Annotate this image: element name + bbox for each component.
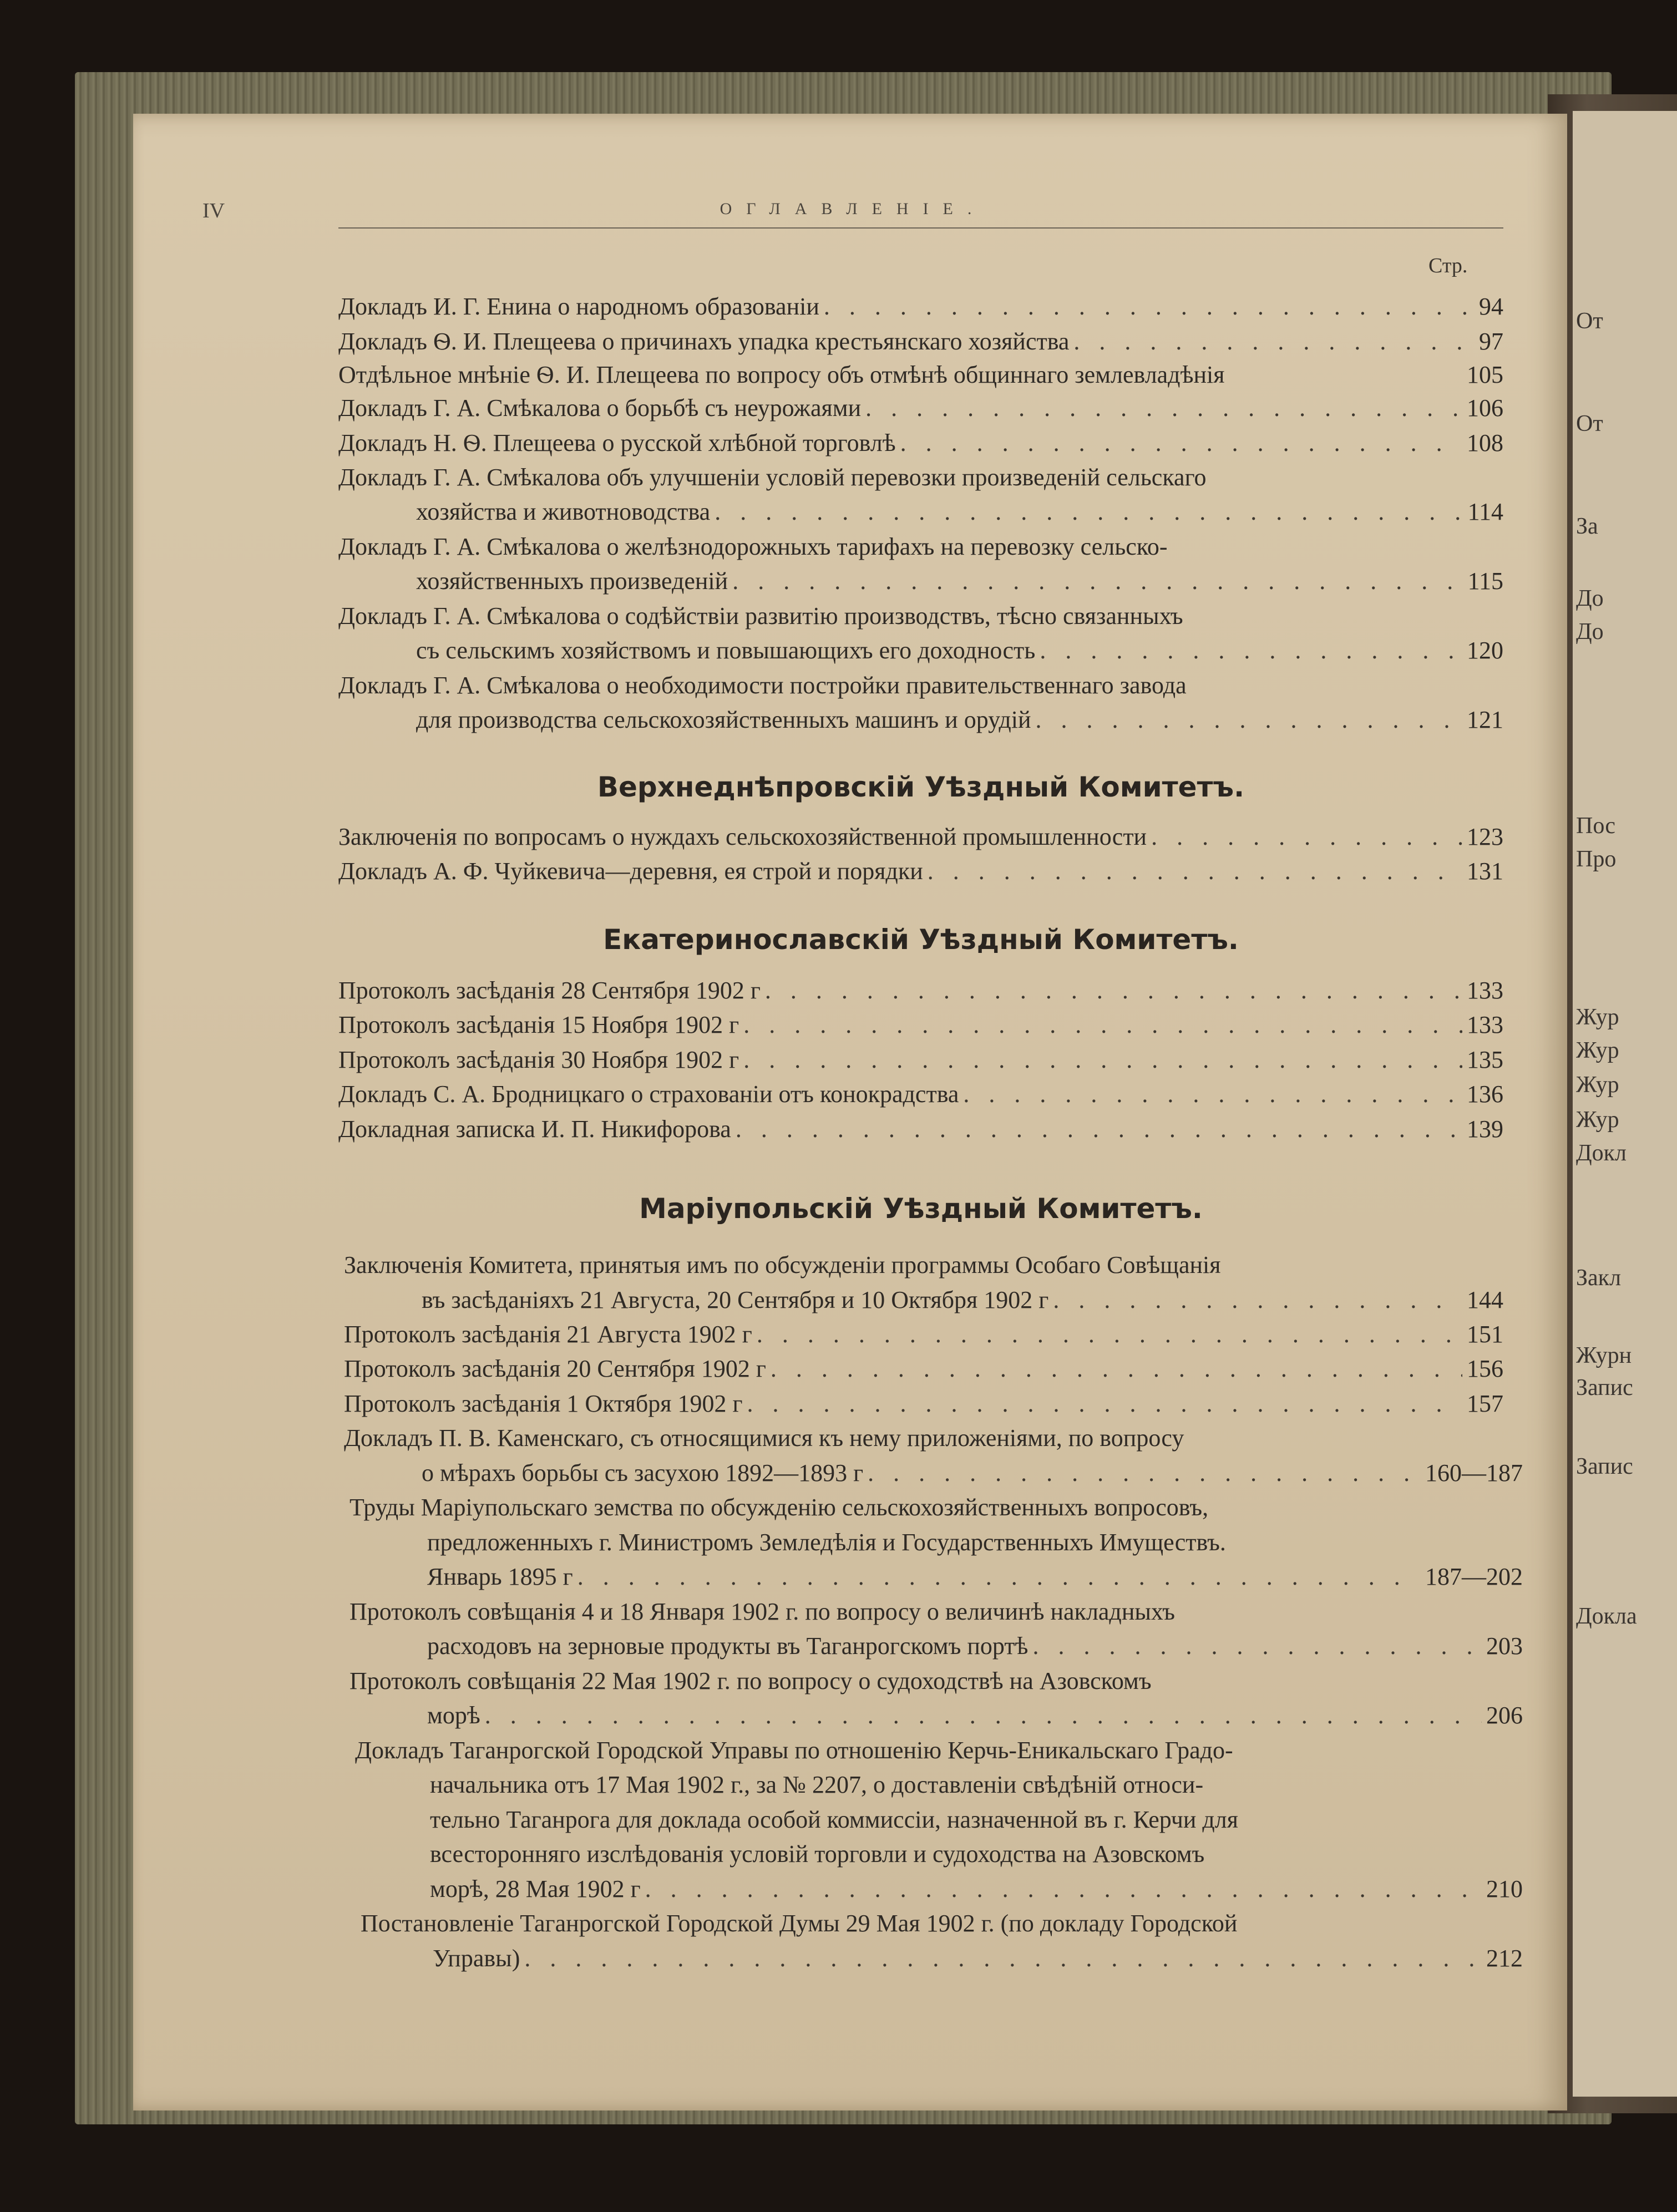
toc-entry-text: для производства сельскохозяйственныхъ машинъ и орудій	[416, 706, 1031, 733]
toc-entry	[338, 1077, 1503, 1112]
toc-entry	[349, 1595, 1503, 1629]
toc-entry-text: Докладъ Ѳ. И. Плещеева о причинахъ упадка крестьянскаго хозяйства	[338, 328, 1070, 355]
toc-entry-text: начальника отъ 17 Мая 1902 г., за № 2207, о доставленіи свѣдѣній относи-	[430, 1771, 1204, 1798]
toc-entry	[430, 1803, 1509, 1837]
toc-entry	[338, 358, 1503, 392]
toc-entry	[338, 668, 1503, 703]
toc-entry	[338, 1043, 1503, 1077]
toc-entry-page: 212	[1486, 1945, 1523, 1972]
toc-entry-text: Протоколъ совѣщанія 22 Мая 1902 г. по вопросу о судоходствѣ на Азовскомъ	[349, 1667, 1152, 1694]
toc-entry-text: морѣ, 28 Мая 1902 г	[430, 1875, 641, 1902]
toc-entry	[427, 1629, 1523, 1663]
toc-entry	[344, 1387, 1503, 1421]
adjacent-fragment: Про	[1576, 846, 1617, 872]
toc-entry-text: Докладъ Г. А. Смѣкалова о необходимости постройки правительственнаго завода	[338, 672, 1187, 699]
toc-entry-text: предложенныхъ г. Министромъ Земледѣлія и Государственныхъ Имуществъ.	[427, 1529, 1226, 1556]
toc-entry	[338, 854, 1503, 889]
adjacent-fragment: Журн	[1576, 1343, 1632, 1368]
toc-entry	[361, 1906, 1514, 1941]
dot-leader	[1032, 1629, 1482, 1663]
toc-entry	[338, 973, 1503, 1008]
toc-entry-text: Постановленіе Таганрогской Городской Думы 29 Мая 1902 г. (по докладу Городской	[361, 1910, 1238, 1937]
toc-entry	[416, 633, 1503, 668]
page-folio: IV	[202, 199, 225, 222]
toc-entry	[338, 1112, 1503, 1146]
dot-leader	[765, 973, 1462, 1008]
toc-entry-page: 210	[1486, 1875, 1523, 1902]
toc-entry-page: 157	[1467, 1390, 1503, 1417]
toc-entry	[416, 564, 1503, 598]
toc-entry-page: 97	[1479, 328, 1503, 355]
toc-entry	[422, 1456, 1523, 1490]
adjacent-fragment: Жур	[1576, 1038, 1619, 1063]
toc-entry-text: Труды Маріупольскаго земства по обсужденію сельскохозяйственныхъ вопросовъ,	[349, 1494, 1209, 1521]
toc-entry-page: 108	[1467, 429, 1503, 456]
dot-leader	[1040, 633, 1462, 668]
toc-entry-page: 203	[1486, 1632, 1523, 1660]
toc-entry-text: всесторонняго изслѣдованія условій торговли и судоходства на Азовскомъ	[430, 1840, 1205, 1868]
toc-entry	[338, 290, 1503, 324]
toc-entry-page: 156	[1467, 1355, 1503, 1382]
adjacent-fragment: Запис	[1576, 1454, 1633, 1479]
toc-entry-text: Заключенія по вопросамъ о нуждахъ сельскохозяйственной промышленности	[338, 823, 1147, 850]
dot-leader	[1073, 324, 1475, 359]
toc-entry-page: 114	[1467, 498, 1503, 525]
dot-leader	[732, 564, 1463, 598]
toc-entry-page: 94	[1479, 293, 1503, 320]
toc-entry	[427, 1525, 1503, 1560]
dot-leader	[928, 854, 1462, 889]
adjacent-fragment: До	[1576, 586, 1604, 611]
toc-entry-text: Докладная записка И. П. Никифорова	[338, 1115, 731, 1143]
toc-entry	[338, 820, 1503, 854]
toc-entry	[349, 1664, 1503, 1698]
toc-entry-text: Докладъ С. А. Бродницкаго о страхованіи отъ конокрадства	[338, 1080, 959, 1108]
toc-entry	[344, 1317, 1503, 1352]
toc-entry-page: 136	[1467, 1080, 1503, 1108]
toc-entry-text: Протоколъ засѣданія 20 Сентября 1902 г	[344, 1355, 766, 1382]
toc-entry-text: расходовъ на зерновые продукты въ Таганрогскомъ портѣ	[427, 1632, 1029, 1660]
toc-entry-page: 135	[1467, 1046, 1503, 1073]
dot-leader	[747, 1387, 1462, 1421]
page-header	[202, 199, 1503, 232]
adjacent-fragment: Докла	[1576, 1604, 1637, 1629]
toc-entry-text: Протоколъ засѣданія 21 Августа 1902 г	[344, 1321, 752, 1348]
toc-entry-text: Докладъ Г. А. Смѣкалова о борьбѣ съ неурожаями	[338, 394, 862, 422]
toc-entry-text: Протоколъ засѣданія 30 Ноября 1902 г	[338, 1046, 739, 1073]
toc-entry-text: Управы)	[433, 1945, 520, 1972]
toc-entry-text: Докладъ Н. Ѳ. Плещеева о русской хлѣбной торговлѣ	[338, 429, 896, 456]
toc-entry	[344, 1352, 1503, 1386]
toc-entry-text: тельно Таганрога для доклада особой коммиссіи, назначенной въ г. Керчи для	[430, 1806, 1238, 1833]
running-title: ОГЛАВЛЕНІЕ.	[720, 200, 986, 218]
adjacent-fragment: Жур	[1576, 1107, 1619, 1133]
adjacent-fragment: Закл	[1576, 1265, 1622, 1291]
toc-entry	[433, 1941, 1523, 1976]
header-rule	[338, 227, 1503, 229]
toc-entry	[338, 530, 1503, 564]
toc-entry-page: 120	[1467, 637, 1503, 664]
adjacent-fragment: До	[1576, 619, 1604, 645]
dot-leader	[868, 1456, 1421, 1490]
toc-entry	[349, 1490, 1503, 1525]
toc-entry-text: съ сельскимъ хозяйствомъ и повышающихъ его доходность	[416, 637, 1036, 664]
adjacent-fragment: Жур	[1576, 1072, 1619, 1098]
toc-entry-page: 144	[1467, 1286, 1503, 1313]
dot-leader	[1053, 1283, 1462, 1317]
dot-leader	[771, 1352, 1462, 1386]
toc-entry-text: Январь 1895 г	[427, 1563, 573, 1590]
toc-entry-page: 115	[1467, 567, 1503, 595]
toc-entry	[338, 599, 1503, 633]
toc-entry-text: морѣ	[427, 1702, 480, 1729]
toc-entry	[427, 1698, 1523, 1733]
toc-entry	[338, 324, 1503, 359]
toc-entry	[344, 1248, 1503, 1282]
section-heading: Екатеринославскій Уѣздный Комитетъ.	[603, 924, 1239, 956]
toc-entry-text: въ засѣданіяхъ 21 Августа, 20 Сентября и 10 Октября 1902 г	[422, 1286, 1049, 1313]
toc-entry-page: 139	[1467, 1115, 1503, 1143]
toc-entry-page: 206	[1486, 1702, 1523, 1729]
toc-entry	[422, 1283, 1503, 1317]
toc-entry	[430, 1872, 1523, 1906]
dot-leader	[485, 1698, 1482, 1733]
section-heading: Маріупольскій Уѣздный Комитетъ.	[639, 1193, 1203, 1225]
toc-entry-text: Докладъ Г. А. Смѣкалова о содѣйствіи развитію производствъ, тѣсно связанныхъ	[338, 602, 1183, 630]
toc-entry-text: Протоколъ засѣданія 15 Ноября 1902 г	[338, 1011, 739, 1038]
toc-entry	[338, 1008, 1503, 1042]
toc-entry	[430, 1768, 1509, 1802]
adjacent-fragment: Пос	[1576, 813, 1616, 839]
dot-leader	[715, 495, 1463, 529]
toc-entry-text: хозяйственныхъ произведеній	[416, 567, 728, 595]
toc-entry-page: 160—187	[1425, 1459, 1523, 1486]
adjacent-fragment: От	[1576, 308, 1603, 334]
adjacent-page-edge	[1573, 111, 1677, 2097]
toc-entry-text: Докладъ Таганрогской Городской Управы по отношенію Керчь-Еникальскаго Градо-	[355, 1737, 1233, 1764]
dot-leader	[736, 1112, 1462, 1146]
dot-leader	[645, 1872, 1482, 1906]
toc-entry-page: 133	[1467, 977, 1503, 1004]
dot-leader	[743, 1043, 1462, 1077]
adjacent-fragment: За	[1576, 514, 1598, 539]
toc-entry-page: 187—202	[1425, 1563, 1523, 1590]
toc-entry-text: Докладъ П. В. Каменскаго, съ относящимися къ нему приложеніями, по вопросу	[344, 1424, 1184, 1452]
dot-leader	[577, 1560, 1421, 1594]
adjacent-fragment: Жур	[1576, 1004, 1619, 1030]
toc-entry	[416, 495, 1503, 529]
toc-entry-page: 123	[1467, 823, 1503, 850]
toc-entry-page: 106	[1467, 394, 1503, 422]
adjacent-fragment: Докл	[1576, 1140, 1627, 1166]
toc-entry	[427, 1560, 1523, 1594]
toc-entry-page: 151	[1467, 1321, 1503, 1348]
dot-leader	[757, 1317, 1462, 1352]
toc-entry-text: Отдѣльное мнѣніе Ѳ. И. Плещеева по вопросу объ отмѣнѣ общиннаго землевладѣнія	[338, 361, 1225, 388]
dot-leader	[900, 426, 1462, 460]
toc-entry-text: Докладъ А. Ф. Чуйкевича—деревня, ея строй и порядки	[338, 858, 923, 885]
dot-leader	[524, 1941, 1482, 1976]
dot-leader	[743, 1008, 1462, 1042]
adjacent-fragment: Запис	[1576, 1375, 1633, 1401]
section-heading: Верхнеднѣпровскій Уѣздный Комитетъ.	[597, 771, 1245, 803]
toc-entry-text: Докладъ Г. А. Смѣкалова о желѣзнодорожныхъ тарифахъ на перевозку сельско-	[338, 533, 1168, 560]
toc-entry	[344, 1421, 1503, 1455]
dot-leader	[963, 1077, 1462, 1112]
dot-leader	[865, 391, 1462, 425]
toc-entry-page: 105	[1467, 361, 1503, 388]
toc-entry-text: Докладъ И. Г. Енина о народномъ образованіи	[338, 293, 819, 320]
toc-entry-page: 131	[1467, 858, 1503, 885]
toc-entry-text: Протоколъ засѣданія 1 Октября 1902 г	[344, 1390, 743, 1417]
toc-entry-text: о мѣрахъ борьбы съ засухою 1892—1893 г	[422, 1459, 864, 1486]
toc-entry-text: хозяйства и животноводства	[416, 498, 711, 525]
toc-entry-text: Протоколъ совѣщанія 4 и 18 Января 1902 г. по вопросу о величинѣ накладныхъ	[349, 1598, 1176, 1625]
toc-entry	[416, 703, 1503, 737]
page-column-label: Стр.	[1428, 254, 1468, 277]
dot-leader	[1151, 820, 1462, 854]
toc-entry-page: 133	[1467, 1011, 1503, 1038]
dot-leader	[1036, 703, 1462, 737]
toc-entry-text: Заключенія Комитета, принятыя имъ по обсужденіи программы Особаго Совѣщанія	[344, 1251, 1221, 1279]
toc-entry	[338, 391, 1503, 425]
toc-entry-page: 121	[1467, 706, 1503, 733]
toc-entry	[338, 426, 1503, 460]
toc-entry-text: Протоколъ засѣданія 28 Сентября 1902 г	[338, 977, 761, 1004]
toc-entry	[355, 1733, 1509, 1768]
toc-entry	[338, 460, 1503, 495]
toc-entry	[430, 1837, 1509, 1871]
dot-leader	[824, 290, 1475, 324]
adjacent-fragment: От	[1576, 411, 1603, 437]
toc-entry-text: Докладъ Г. А. Смѣкалова объ улучшеніи условій перевозки произведеній сельскаго	[338, 464, 1207, 491]
